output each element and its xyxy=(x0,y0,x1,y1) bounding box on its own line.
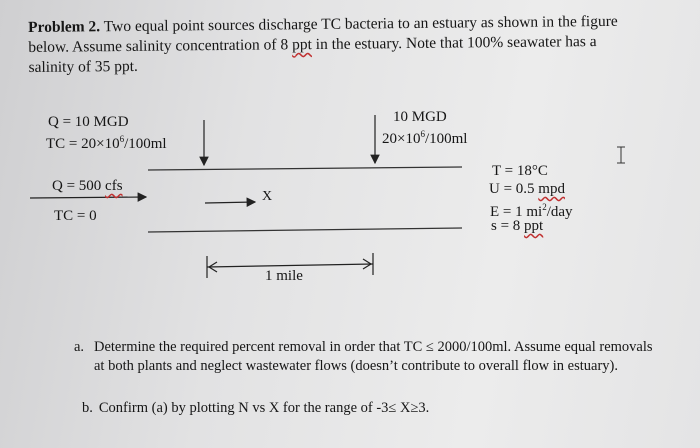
question-a xyxy=(74,338,664,376)
flow-direction-arrow xyxy=(205,202,255,203)
problem-heading: Problem 2. xyxy=(28,18,101,36)
question-b-text: Confirm (a) by plotting N vs X for the range of -3≤ X≥3. xyxy=(98,400,430,416)
problem-text-2b: in the estuary. Note that 100% seawater has a xyxy=(311,33,597,54)
problem-text-3: salinity of 35 ppt. xyxy=(28,57,138,76)
x-location-label: X xyxy=(262,189,273,204)
ppt-term: ppt xyxy=(291,36,312,54)
param-temperature: T = 18°C xyxy=(492,163,548,179)
estuary-bottom-bank xyxy=(148,228,462,232)
source1-tc: TC = $20\times 10^6/100ml$ xyxy=(46,134,167,152)
question-a-letter: a. xyxy=(74,339,85,355)
source1-flow: Q = 10 MGD xyxy=(48,114,129,130)
estuary-top-bank xyxy=(148,167,462,170)
inflow-tc: TC = 0 xyxy=(54,208,97,224)
inflow-arrow xyxy=(30,197,146,198)
problem-text-1: Two equal point sources discharge TC bacteria to an estuary as shown in the figure xyxy=(103,12,618,36)
inflow-rate: Q = 500 cfs xyxy=(52,178,123,194)
source2-tc: $20\times 10^6/100ml$ xyxy=(382,129,468,147)
distance-line xyxy=(207,264,373,267)
param-salinity: s = 8 ppt xyxy=(491,218,544,234)
distance-label: 1 mile xyxy=(265,268,303,284)
text-cursor-icon xyxy=(617,147,625,163)
problem-text-2a: below. Assume salinity concentration of 8 xyxy=(28,36,293,56)
question-a-text: Determine the required percent removal in order that TC ≤ 2000/100ml. Assume equal removals at both plants and neglect wastewater flows (doesn’t contribute to overall flow in estuary). xyxy=(94,339,653,374)
source2-flow: 10 MGD xyxy=(393,109,447,125)
param-velocity: U = 0.5 mpd xyxy=(489,181,565,197)
question-b-letter: b. xyxy=(82,400,93,416)
param-dispersion: E = 1 $mi^2$/day xyxy=(490,202,573,220)
question-b xyxy=(82,399,429,418)
